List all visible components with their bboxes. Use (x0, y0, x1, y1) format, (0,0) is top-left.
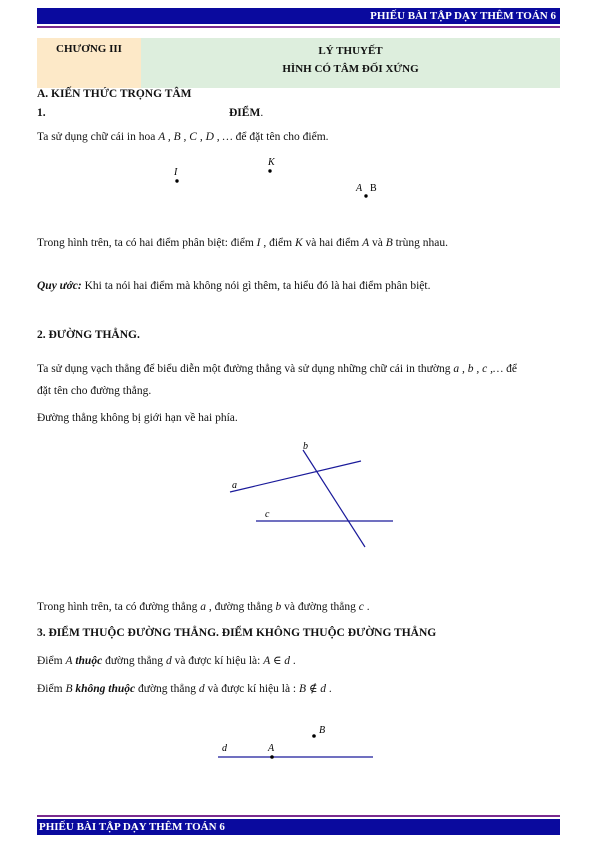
header-divider (37, 26, 560, 28)
part1-rule: Quy ước: Khi ta nói hai điểm mà không nói gì thêm, ta hiểu đó là hai điểm phân biệt. (37, 280, 431, 292)
lines-figure (0, 435, 599, 555)
footer-divider (37, 815, 560, 817)
line-label-d: d (222, 743, 227, 754)
part2-line1: Ta sử dụng vạch thẳng để biểu diễn một đường thẳng và sử dụng những chữ cái in thường a , b , c ,… để (37, 363, 517, 375)
point-i (175, 179, 178, 182)
point-label-a3: A (268, 743, 275, 754)
section-a-title: A. KIẾN THỨC TRỌNG TÂM (37, 88, 192, 100)
part2-title: 2. ĐƯỜNG THẲNG. (37, 329, 140, 341)
point-ab (364, 194, 367, 197)
page-footer-bar (37, 819, 560, 835)
line-a (230, 461, 361, 492)
part3-line1: Điểm A thuộc đường thẳng d và được kí hiệu là: A ∈ d . (37, 655, 296, 667)
chapter-label-cell (37, 38, 141, 88)
point-label-i: I (174, 167, 178, 178)
footer-title: PHIẾU BÀI TẬP DẠY THÊM TOÁN 6 (39, 821, 225, 833)
point-label-b3: B (319, 725, 326, 736)
part1-number: 1. (37, 107, 46, 119)
point-line-figure (0, 720, 599, 770)
point-b-off-d (312, 734, 316, 738)
part1-description: Trong hình trên, ta có hai điểm phân biệt: điểm I , điểm K và hai điểm A và B trùng nhau. (37, 237, 448, 249)
line-b (303, 450, 365, 547)
part2-description: Trong hình trên, ta có đường thẳng a , đường thẳng b và đường thẳng c . (37, 601, 370, 613)
point-label-a: A (356, 183, 363, 194)
header-title: PHIẾU BÀI TẬP DẠY THÊM TOÁN 6 (370, 10, 556, 22)
chapter-heading-1: LÝ THUYẾT (318, 45, 383, 57)
point-k (268, 169, 271, 172)
line-label-b: b (303, 441, 308, 452)
page-header-bar (37, 8, 560, 24)
chapter-heading-cell (141, 38, 560, 88)
part1-intro: Ta sử dụng chữ cái in hoa A , B , C , D , … để đặt tên cho điểm. (37, 131, 329, 143)
part1-title: ĐIỂM. (229, 107, 264, 119)
points-figure (0, 150, 599, 210)
chapter-box (37, 38, 560, 88)
line-label-c: c (265, 509, 270, 520)
line-label-a: a (232, 480, 237, 491)
point-label-b: B (370, 183, 377, 194)
part3-line2: Điểm B không thuộc đường thẳng d và được kí hiệu là : B ∉ d . (37, 683, 332, 695)
chapter-label: CHƯƠNG III (56, 43, 122, 55)
point-label-k: K (268, 157, 275, 168)
point-a-on-d (270, 755, 274, 759)
chapter-heading-2: HÌNH CÓ TÂM ĐỐI XỨNG (282, 63, 419, 75)
part3-title: 3. ĐIỂM THUỘC ĐƯỜNG THẲNG. ĐIỂM KHÔNG THUỘC ĐƯỜNG THẲNG (37, 627, 437, 639)
part2-line2: đặt tên cho đường thẳng. (37, 385, 152, 397)
part2-line3: Đường thẳng không bị giới hạn về hai phía. (37, 412, 238, 424)
